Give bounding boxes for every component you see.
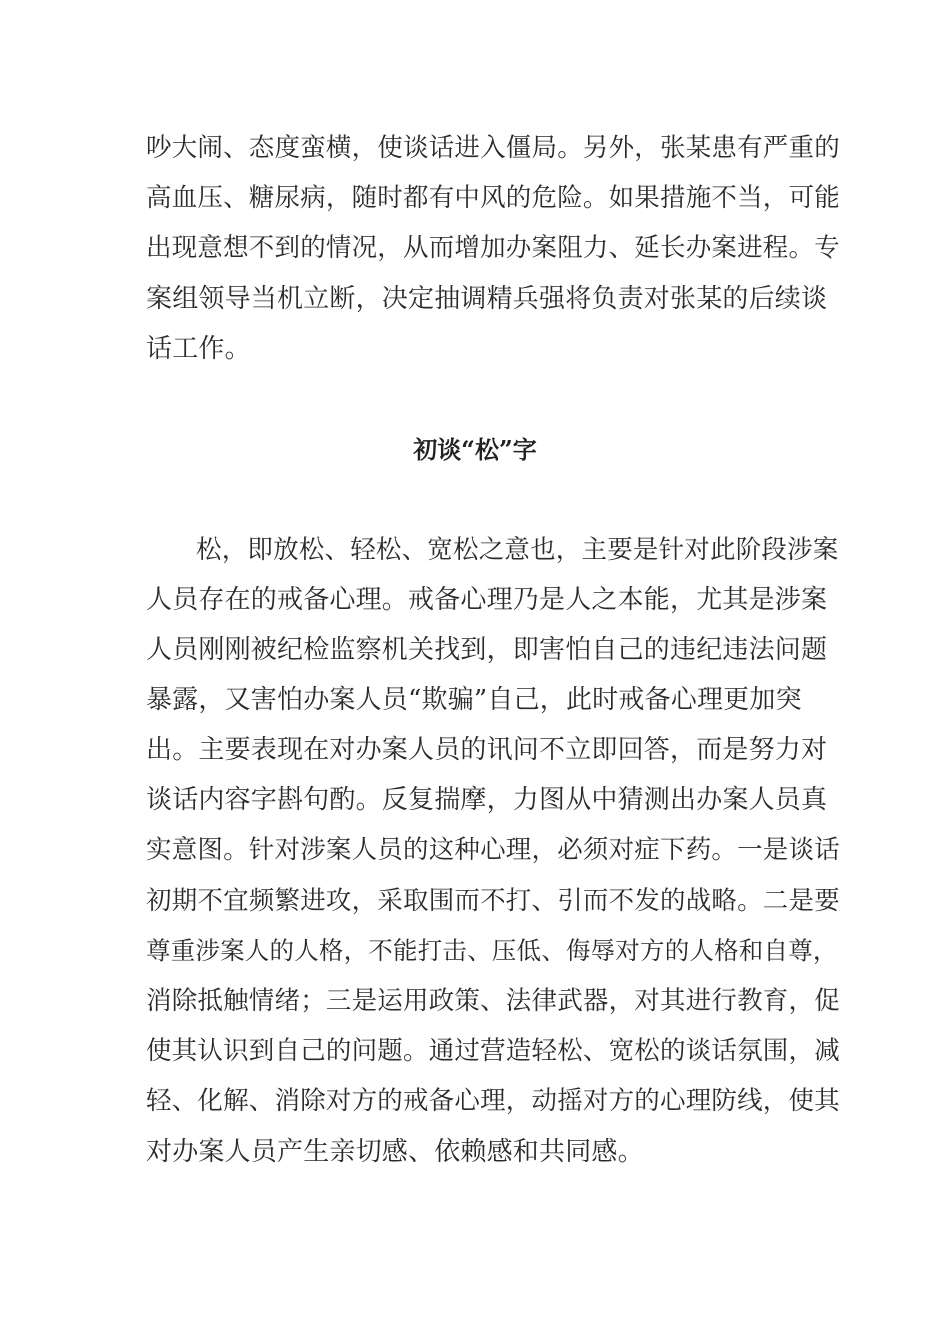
text-line: 出。主要表现在对办案人员的讯问不立即回答，而是努力对 [146, 735, 828, 765]
text-line: 人员刚刚被纪检监察机关找到，即害怕自己的违纪违法问题 [146, 635, 828, 665]
text-line: 人员存在的戒备心理。戒备心理乃是人之本能，尤其是涉案 [146, 585, 828, 615]
text-line: 话工作。 [146, 334, 251, 364]
text-line: 轻、化解、消除对方的戒备心理，动摇对方的心理防线，使其 [146, 1086, 840, 1116]
text-line: 使其认识到自己的问题。通过营造轻松、宽松的谈话氛围，减 [146, 1036, 840, 1066]
text-line: 高血压、糖尿病，随时都有中风的危险。如果措施不当，可能 [146, 183, 840, 213]
text-line: 尊重涉案人的人格，不能打击、压低、侮辱对方的人格和自尊， [146, 936, 838, 965]
text-line: 初期不宜频繁进攻，采取围而不打、引而不发的战略。二是要 [146, 886, 840, 916]
text-line: 暴露，又害怕办案人员“欺骗”自己，此时戒备心理更加突 [146, 685, 802, 715]
text-line: 出现意想不到的情况，从而增加办案阻力、延长办案进程。专 [146, 233, 840, 263]
text-line: 对办案人员产生亲切感、依赖感和共同感。 [146, 1137, 644, 1167]
text-line: 松，即放松、轻松、宽松之意也，主要是针对此阶段涉案 [196, 535, 839, 565]
section-heading: 初谈“松”字 [413, 435, 537, 464]
text-line: 消除抵触情绪；三是运用政策、法律武器，对其进行教育，促 [146, 986, 840, 1016]
text-line: 吵大闹、态度蛮横，使谈话进入僵局。另外，张某患有严重的 [146, 133, 840, 163]
text-line: 谈话内容字斟句酌。反复揣摩，力图从中猜测出办案人员真 [146, 785, 828, 815]
text-line: 实意图。针对涉案人员的这种心理，必须对症下药。一是谈话 [146, 835, 840, 865]
text-line: 案组领导当机立断，决定抽调精兵强将负责对张某的后续谈 [146, 284, 828, 314]
